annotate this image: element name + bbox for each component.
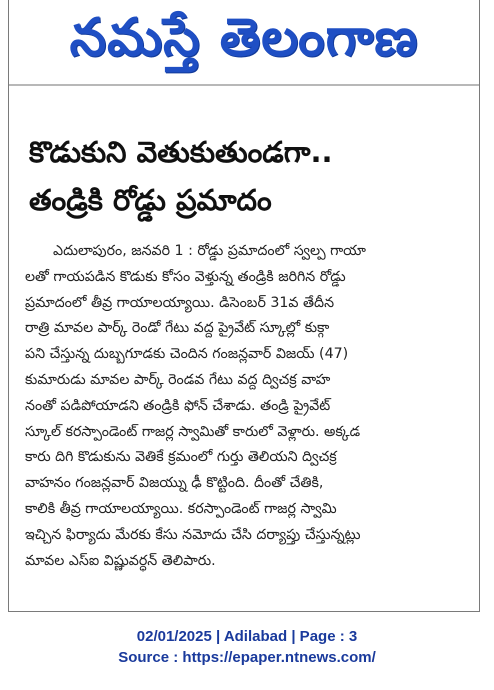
news-clipping [8,0,480,612]
clip-meta: 02/01/2025 | Adilabad | Page : 3 [136,628,358,645]
article-line: నంతో పడిపోయాడని తండ్రికి ఫోన్ చేశాడు. తండ్రి ప్రైవేట్ [25,397,331,414]
article-body [25,239,469,574]
article-line: పని చేస్తున్న దుబ్బగూడకు చెందిన గంజన్లవార్ విజయ్ (47) [25,346,349,363]
article-line: మావల ఎస్ఐ విష్ణువర్ధన్ తెలిపారు. [25,552,216,569]
article-line: రాత్రి మావల పార్క్ రెండో గేటు వద్ద ప్రైవేట్ స్కూల్లో కుక్గా [25,320,330,337]
article-line: ఇచ్చిన ఫిర్యాదు మేరకు కేసు నమోదు చేసి దర్యాప్తు చేస్తున్నట్లు [25,526,361,543]
article-line: కారు దిగి కొడుకును వెతికే క్రమంలో గుర్తు తెలియని ద్విచక్ర [25,449,337,466]
newspaper-logo: నమస్తే తెలంగాణ [69,8,419,68]
masthead-divider [9,84,479,86]
article-line: ప్రమాదంలో తీవ్ర గాయాలయ్యాయి. డిసెంబర్ 31వ తేదీన [25,294,335,311]
article-line: వాహనం గంజన్లవార్ విజయ్ను ఢీ కొట్టింది. దీంతో చేతికి, [25,475,324,492]
headline-line: కొడుకుని వెతుకుతుండగా.. [29,135,333,169]
article-line: స్కూల్ కరస్పాండెంట్ గాజర్ల స్వామితో కారులో వెళ్లారు. అక్కడ [25,423,361,440]
source-line: Source : https://epaper.ntnews.com/ [118,649,376,666]
article-line: కుమారుడు మావల పార్క్ రెండవ గేటు వద్ద ద్విచక్ర వాహ [25,371,331,388]
headline-line: తండ్రికి రోడ్డు ప్రమాదం [29,183,272,217]
headline [29,128,469,224]
masthead [9,0,479,95]
article-line: లతో గాయపడిన కొడుకు కోసం వెళ్తున్న తండ్రికి జరిగిన రోడ్డు [25,268,346,285]
article-line: కాలికి తీవ్ర గాయాలయ్యాయి. కరస్పాండెంట్ గాజర్ల స్వామి [25,500,337,517]
article-line: ఎదులాపురం, జనవరి 1 : రోడ్డు ప్రమాదంలో స్వల్ప గాయా [53,243,366,259]
footer [0,626,494,668]
